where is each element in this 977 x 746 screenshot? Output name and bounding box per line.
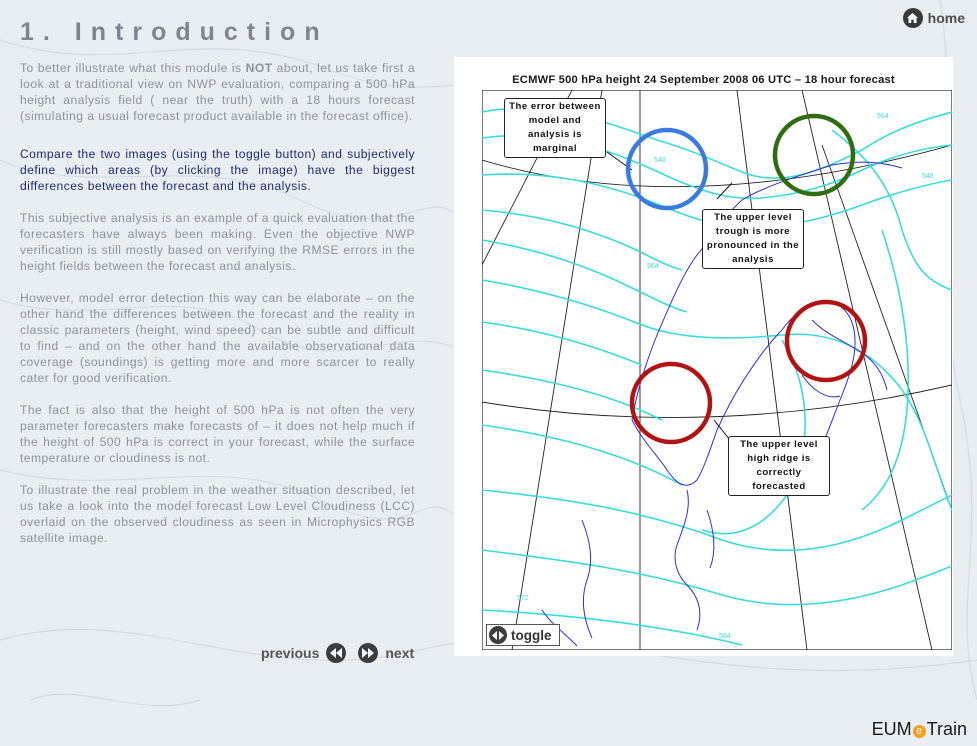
toggle-button[interactable] [486, 624, 560, 646]
contour-label: 564 [647, 263, 659, 270]
next-button[interactable] [358, 643, 414, 663]
page-title: 1. Introduction [20, 18, 329, 46]
contour-label: 572 [517, 595, 529, 602]
rewind-icon [326, 643, 346, 663]
callout-trough: The upper level trough is more pronounced in the analysis [702, 209, 804, 269]
toggle-label: toggle [511, 627, 552, 643]
previous-button[interactable] [261, 643, 346, 663]
next-label: next [385, 645, 415, 661]
logo-e-mark: e [913, 725, 926, 738]
home-icon [903, 8, 923, 28]
forecast-figure [454, 57, 953, 656]
home-link[interactable] [903, 8, 965, 28]
paragraph-3: This subjective analysis is an example of a quick evaluation that the forecasters have always been making. Even the objective NWP verification is still mostly based on verifying the RMSE errors in the height fields between the forecast and analysis. [20, 211, 415, 273]
paragraph-1-emphasis: NOT [245, 61, 273, 75]
paragraph-1-text-b: about, let us take first a look at a traditional view on NWP evaluation, comparing a 500 hPa height analysis field ( near the truth) with a 18 hours forecast (simulating a usual forecast product available in the forecast office). [20, 61, 415, 123]
eumetrain-logo [872, 719, 967, 740]
intro-text [20, 60, 415, 562]
callout-error-marginal: The error between model and analysis is marginal [504, 98, 606, 158]
pager [261, 643, 414, 663]
paragraph-1-text-a: To better illustrate what this module is [20, 61, 246, 75]
toggle-icon [489, 626, 507, 644]
contour-label: 540 [654, 157, 666, 164]
paragraph-5: The fact is also that the height of 500 hPa is not often the very parameter forecasters make forecasts of – it does not help much if the height of 500 hPa is correct in your forecast, while the surface temperature or cloudiness is not. [20, 403, 415, 465]
contour-label: 584 [719, 633, 731, 640]
logo-text-a: EUM [871, 719, 912, 739]
paragraph-6: To illustrate the real problem in the weather situation described, let us take a look into the model forecast Low Level Cloudiness (LCC) overlaid on the observed cloudiness as seen in Microphysics RGB satellite image. [20, 483, 415, 545]
forecast-map[interactable] [482, 90, 952, 650]
contour-label: 548 [922, 173, 934, 180]
map-title: ECMWF 500 hPa height 24 September 2008 06 UTC – 18 hour forecast [512, 74, 895, 86]
callout-ridge: The upper level high ridge is correctly forecasted [728, 436, 830, 496]
instruction-paragraph: Compare the two images (using the toggle button) and subjectively define which areas (by clicking the image) have the biggest differences between the forecast and the analysis. [20, 147, 415, 193]
contour-label: 564 [877, 113, 889, 120]
paragraph-1 [20, 60, 415, 124]
paragraph-4: However, model error detection this way can be elaborate – on the other hand the differences between the forecast and the reality in classic parameters (height, wind speed) can be subtle and difficult to find – and on the other hand the available observational data coverage (soundings) is getting more and more scarcer to really cater for good verification. [20, 291, 415, 385]
previous-label: previous [261, 645, 320, 661]
fast-forward-icon [358, 643, 378, 663]
logo-text-b: Train [926, 719, 967, 739]
map-frame [482, 90, 952, 650]
home-label: home [927, 10, 965, 26]
